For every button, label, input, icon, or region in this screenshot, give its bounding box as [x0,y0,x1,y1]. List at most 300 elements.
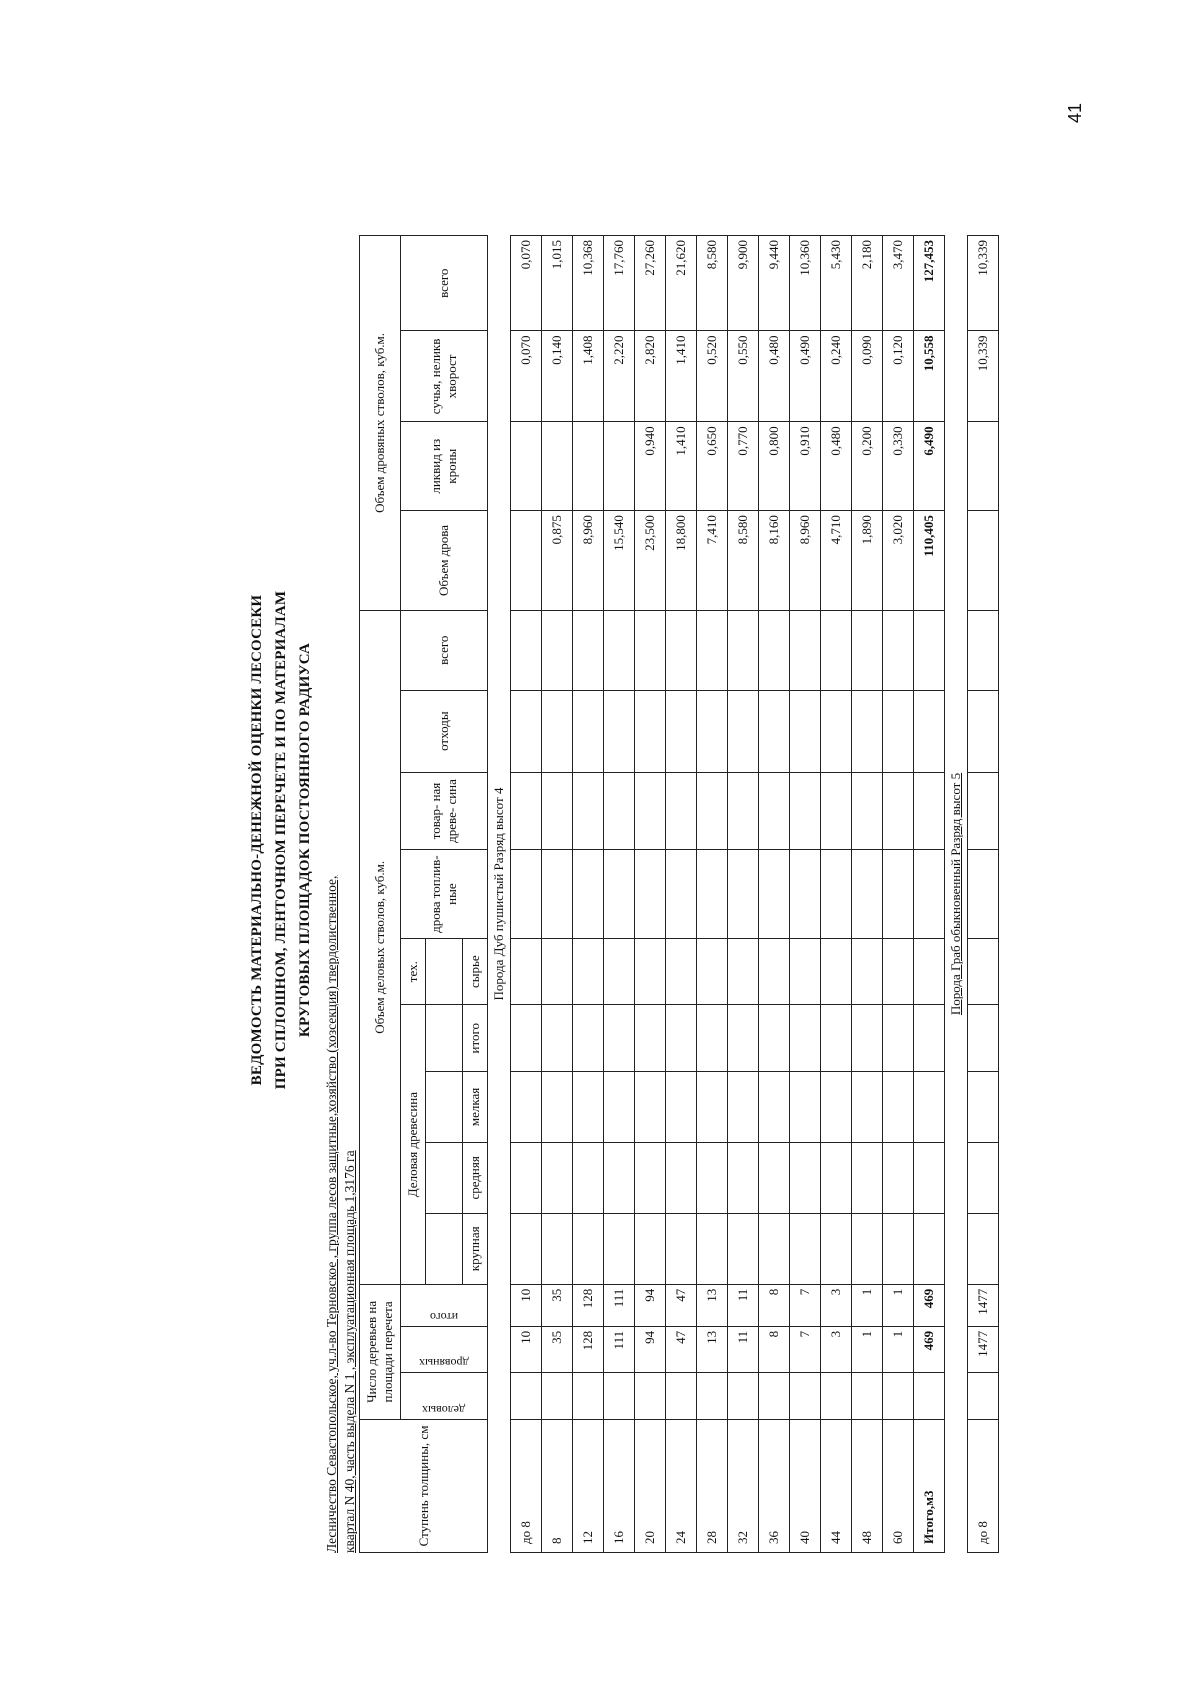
delovyh-cell [883,1373,914,1420]
vsego-2-cell: 2,180 [852,236,883,332]
suchya-cell: 0,090 [852,331,883,422]
itogo-count-cell: 94 [635,1284,666,1326]
meta-line-2: квартал N 40, часть выдела N 1 , эксплуатационная площадь 1,3176 га [342,1150,357,1553]
document-title [245,95,317,1585]
tovarnaya-cell [790,772,821,850]
vsego-2-cell: 3,470 [883,236,914,332]
vsego-cell [573,610,604,690]
itogo-count-cell: 7 [790,1284,821,1326]
title-line-3: КРУГОВЫХ ПЛОЩАДОК ПОСТОЯННОГО РАДИУСА [297,642,313,1038]
step-cell: 40 [790,1419,821,1552]
melkaya-cell [914,1071,945,1142]
drova-topl-cell [542,850,573,939]
melkaya-cell [790,1071,821,1142]
delovyh-cell [914,1373,945,1420]
drova-topl-cell [511,850,542,939]
table-row [604,236,635,1553]
step-cell: 48 [852,1419,883,1552]
vsego-2-cell: 8,580 [697,236,728,332]
itogo-count-cell: 13 [697,1284,728,1326]
vsego-2-cell: 10,368 [573,236,604,332]
othody-cell [821,690,852,772]
srednyaya-cell [728,1142,759,1213]
melkaya-cell [635,1071,666,1142]
othody-cell [542,690,573,772]
page-number: 41 [1065,102,1085,124]
suchya-cell: 2,820 [635,331,666,422]
drova-topl-cell [573,850,604,939]
table-row [573,236,604,1553]
othody-cell [604,690,635,772]
krupnaya-cell [573,1213,604,1284]
likvid-cell: 0,800 [759,422,790,511]
tovarnaya-cell [852,772,883,850]
step-cell: 44 [821,1419,852,1552]
krupnaya-cell [883,1213,914,1284]
delovyh-cell [968,1373,999,1420]
vsego-2-cell: 27,260 [635,236,666,332]
tovarnaya-cell [511,772,542,850]
table-row [821,236,852,1553]
drovyanyh-cell: 111 [604,1326,635,1373]
document-meta [323,95,359,1585]
step-cell: 20 [635,1419,666,1552]
drova-topl-cell [759,850,790,939]
table-row [666,236,697,1553]
syrye-cell [573,938,604,1005]
vsego-2-cell: 1,015 [542,236,573,332]
itogo-cell [821,1005,852,1072]
section-hornbeam [945,236,968,1553]
likvid-cell: 0,200 [852,422,883,511]
likvid-cell: 0,330 [883,422,914,511]
suchya-cell: 0,070 [511,331,542,422]
suchya-cell: 0,240 [821,331,852,422]
vsego-cell [821,610,852,690]
srednyaya-cell [511,1142,542,1213]
delovyh-cell [759,1373,790,1420]
itogo-count-cell: 128 [573,1284,604,1326]
tovarnaya-cell [968,772,999,850]
srednyaya-cell [914,1142,945,1213]
srednyaya-cell [790,1142,821,1213]
drovyanyh-cell: 7 [790,1326,821,1373]
delovyh-cell [697,1373,728,1420]
srednyaya-cell [542,1142,573,1213]
melkaya-cell [542,1071,573,1142]
itogo-cell [573,1005,604,1072]
srednyaya-cell [697,1142,728,1213]
vsego-2-cell: 21,620 [666,236,697,332]
krupnaya-cell [821,1213,852,1284]
krupnaya-cell [852,1213,883,1284]
krupnaya-cell [968,1213,999,1284]
vsego-cell [542,610,573,690]
krupnaya-cell [790,1213,821,1284]
drovyanyh-cell: 47 [666,1326,697,1373]
vsego-cell [635,610,666,690]
obyem-drova-cell: 23,500 [635,511,666,611]
krupnaya-cell [542,1213,573,1284]
suchya-cell: 0,550 [728,331,759,422]
srednyaya-cell [635,1142,666,1213]
othody-cell [852,690,883,772]
table-row [542,236,573,1553]
drovyanyh-cell: 1477 [968,1326,999,1373]
header-drovyanyh: дровяных [419,1356,469,1371]
vsego-cell [728,610,759,690]
tovarnaya-cell [666,772,697,850]
drova-topl-cell [883,850,914,939]
othody-cell [790,690,821,772]
vsego-2-cell: 5,430 [821,236,852,332]
step-cell: 36 [759,1419,790,1552]
othody-cell [635,690,666,772]
step-cell: 16 [604,1419,635,1552]
othody-cell [883,690,914,772]
meta-line-1: Лесничество Севастопольское, уч.л-во Терновское , группа лесов защитные,хозяйство (хозсекция) твердолиственное, [324,875,339,1553]
step-cell: до 8 [511,1419,542,1552]
syrye-cell [542,938,573,1005]
tovarnaya-cell [883,772,914,850]
drovyanyh-cell: 469 [914,1326,945,1373]
table-row [511,236,542,1553]
header-itogo-count: итого [429,1309,459,1324]
header-drova-topl: дрова топлив- ные [401,850,488,939]
assessment-table [359,235,999,1553]
drova-topl-cell [666,850,697,939]
drovyanyh-cell: 8 [759,1326,790,1373]
tovarnaya-cell [759,772,790,850]
krupnaya-cell [759,1213,790,1284]
drova-topl-cell [790,850,821,939]
suchya-cell: 1,410 [666,331,697,422]
srednyaya-cell [604,1142,635,1213]
tovarnaya-cell [542,772,573,850]
step-cell: 28 [697,1419,728,1552]
rotated-document [237,95,990,1585]
itogo-cell [666,1005,697,1072]
obyem-drova-cell: 7,410 [697,511,728,611]
delovyh-cell [790,1373,821,1420]
likvid-cell: 0,940 [635,422,666,511]
likvid-cell: 1,410 [666,422,697,511]
step-cell: 32 [728,1419,759,1552]
obyem-drova-cell: 0,875 [542,511,573,611]
syrye-cell [914,938,945,1005]
obyem-drova-cell: 15,540 [604,511,635,611]
header-melkaya: мелкая [463,1071,488,1142]
drovyanyh-cell: 35 [542,1326,573,1373]
vsego-2-cell: 10,339 [968,236,999,332]
itogo-cell [968,1005,999,1072]
suchya-cell: 10,339 [968,331,999,422]
suchya-cell: 0,490 [790,331,821,422]
header-vsego-2: всего [401,236,488,332]
itogo-cell [697,1005,728,1072]
vsego-cell [759,610,790,690]
tovarnaya-cell [635,772,666,850]
vsego-cell [697,610,728,690]
drova-topl-cell [914,850,945,939]
syrye-cell [790,938,821,1005]
itogo-count-cell: 8 [759,1284,790,1326]
itogo-count-cell: 3 [821,1284,852,1326]
header-othody: отходы [401,690,488,772]
othody-cell [759,690,790,772]
itogo-cell [728,1005,759,1072]
likvid-cell [542,422,573,511]
vsego-2-cell: 0,070 [511,236,542,332]
drovyanyh-cell: 11 [728,1326,759,1373]
header-tovarnaya: товар- ная древе- сина [401,772,488,850]
delovyh-cell [511,1373,542,1420]
likvid-cell [573,422,604,511]
table-row [883,236,914,1553]
itogo-count-cell: 10 [511,1284,542,1326]
srednyaya-cell [759,1142,790,1213]
melkaya-cell [728,1071,759,1142]
itogo-count-cell: 111 [604,1284,635,1326]
krupnaya-cell [914,1213,945,1284]
obyem-drova-cell: 8,580 [728,511,759,611]
syrye-cell [821,938,852,1005]
itogo-cell [790,1005,821,1072]
header-itogo: итого [463,1005,488,1072]
othody-cell [697,690,728,772]
suchya-cell: 1,408 [573,331,604,422]
obyem-drova-cell: 110,405 [914,511,945,611]
othody-cell [914,690,945,772]
step-cell: 60 [883,1419,914,1552]
srednyaya-cell [573,1142,604,1213]
vsego-cell [790,610,821,690]
syrye-cell [604,938,635,1005]
drova-topl-cell [852,850,883,939]
header-teh: тех. [401,938,426,1005]
tovarnaya-cell [573,772,604,850]
srednyaya-cell [821,1142,852,1213]
table-row [728,236,759,1553]
itogo-cell [883,1005,914,1072]
header-syrye: сырье [463,938,488,1005]
itogo-count-cell: 47 [666,1284,697,1326]
delovyh-cell [728,1373,759,1420]
vsego-2-cell: 9,900 [728,236,759,332]
melkaya-cell [852,1071,883,1142]
table-row [968,236,999,1553]
obyem-drova-cell: 1,890 [852,511,883,611]
header-suchya: сучья, неликв хворост [401,331,488,422]
header-count-group: Число деревьев на площади перечета [360,1284,401,1419]
obyem-drova-cell: 3,020 [883,511,914,611]
table-row [852,236,883,1553]
likvid-cell: 0,770 [728,422,759,511]
melkaya-cell [697,1071,728,1142]
othody-cell [728,690,759,772]
header-delovye-group: Объем деловых стволов, куб.м. [360,610,401,1284]
drovyanyh-cell: 1 [852,1326,883,1373]
tovarnaya-cell [821,772,852,850]
syrye-cell [666,938,697,1005]
vsego-cell [604,610,635,690]
drova-topl-cell [697,850,728,939]
table-row [759,236,790,1553]
obyem-drova-cell: 8,160 [759,511,790,611]
header-vsego: всего [401,610,488,690]
krupnaya-cell [511,1213,542,1284]
drova-topl-cell [728,850,759,939]
drova-topl-cell [821,850,852,939]
vsego-cell [883,610,914,690]
header-srednyaya: средняя [463,1142,488,1213]
syrye-cell [697,938,728,1005]
krupnaya-cell [728,1213,759,1284]
step-cell: 24 [666,1419,697,1552]
vsego-2-cell: 127,453 [914,236,945,332]
vsego-cell [511,610,542,690]
drova-topl-cell [635,850,666,939]
srednyaya-cell [666,1142,697,1213]
step-cell: до 8 [968,1419,999,1552]
krupnaya-cell [666,1213,697,1284]
delovyh-cell [604,1373,635,1420]
likvid-cell: 0,650 [697,422,728,511]
delovyh-cell [635,1373,666,1420]
suchya-cell: 0,140 [542,331,573,422]
krupnaya-cell [635,1213,666,1284]
title-line-2: ПРИ СПЛОШНОМ, ЛЕНТОЧНОМ ПЕРЕЧЕТЕ И ПО МАТЕРИАЛАМ [273,590,289,1090]
header-likvid: ликвид из кроны [401,422,488,511]
melkaya-cell [968,1071,999,1142]
itogo-cell [511,1005,542,1072]
itogo-cell [852,1005,883,1072]
melkaya-cell [883,1071,914,1142]
header-krupnaya: крупная [463,1213,488,1284]
drova-topl-cell [968,850,999,939]
delovyh-cell [666,1373,697,1420]
vsego-cell [968,610,999,690]
itogo-count-cell: 1 [852,1284,883,1326]
melkaya-cell [511,1071,542,1142]
likvid-cell [604,422,635,511]
step-cell: Итого,м3 [914,1419,945,1552]
delovyh-cell [542,1373,573,1420]
table-row [635,236,666,1553]
krupnaya-cell [697,1213,728,1284]
drovyanyh-cell: 3 [821,1326,852,1373]
vsego-2-cell: 17,760 [604,236,635,332]
itogo-cell [914,1005,945,1072]
obyem-drova-cell: 4,710 [821,511,852,611]
header-obyem-drova: Объем дрова [401,511,488,611]
drovyanyh-cell: 10 [511,1326,542,1373]
suchya-cell: 0,120 [883,331,914,422]
title-line-1: ВЕДОМОСТЬ МАТЕРИАЛЬНО-ДЕНЕЖНОЙ ОЦЕНКИ ЛЕСОСЕКИ [249,594,265,1086]
itogo-cell [604,1005,635,1072]
delovyh-cell [573,1373,604,1420]
melkaya-cell [573,1071,604,1142]
syrye-cell [635,938,666,1005]
othody-cell [511,690,542,772]
suchya-cell: 0,520 [697,331,728,422]
syrye-cell [511,938,542,1005]
tovarnaya-cell [914,772,945,850]
drovyanyh-cell: 1 [883,1326,914,1373]
section-oak: Порода Дуб пушистый Разряд высот 4 [488,236,511,1553]
itogo-cell [635,1005,666,1072]
likvid-cell: 0,910 [790,422,821,511]
likvid-cell [968,422,999,511]
suchya-cell: 2,220 [604,331,635,422]
itogo-count-cell: 1477 [968,1284,999,1326]
itogo-count-cell: 1 [883,1284,914,1326]
itogo-count-cell: 35 [542,1284,573,1326]
likvid-cell [511,422,542,511]
srednyaya-cell [852,1142,883,1213]
syrye-cell [728,938,759,1005]
drova-topl-cell [604,850,635,939]
tovarnaya-cell [604,772,635,850]
obyem-drova-cell: 8,960 [790,511,821,611]
itogo-count-cell: 469 [914,1284,945,1326]
vsego-cell [914,610,945,690]
table-row [697,236,728,1553]
delovyh-cell [852,1373,883,1420]
obyem-drova-cell [968,511,999,611]
melkaya-cell [604,1071,635,1142]
obyem-drova-cell: 8,960 [573,511,604,611]
itogo-cell [759,1005,790,1072]
likvid-cell: 6,490 [914,422,945,511]
syrye-cell [883,938,914,1005]
syrye-cell [852,938,883,1005]
itogo-cell [542,1005,573,1072]
srednyaya-cell [968,1142,999,1213]
section-hornbeam-label: Порода Граб обыкновенный Разряд высот 5 [948,772,963,1016]
melkaya-cell [666,1071,697,1142]
vsego-cell [852,610,883,690]
step-cell: 8 [542,1419,573,1552]
header-delovaya-drevesina: Деловая древесина [401,1005,426,1284]
obyem-drova-cell: 18,800 [666,511,697,611]
syrye-cell [759,938,790,1005]
othody-cell [666,690,697,772]
othody-cell [968,690,999,772]
delovyh-cell [821,1373,852,1420]
vsego-cell [666,610,697,690]
vsego-2-cell: 10,360 [790,236,821,332]
header-drovyanye-group: Объем дровяных стволов, куб.м. [360,236,401,611]
total-row [914,236,945,1553]
krupnaya-cell [604,1213,635,1284]
tovarnaya-cell [728,772,759,850]
step-cell: 12 [573,1419,604,1552]
suchya-cell: 0,480 [759,331,790,422]
syrye-cell [968,938,999,1005]
srednyaya-cell [883,1142,914,1213]
drovyanyh-cell: 128 [573,1326,604,1373]
vsego-2-cell: 9,440 [759,236,790,332]
drovyanyh-cell: 13 [697,1326,728,1373]
header-delovyh: деловых [422,1402,466,1417]
likvid-cell: 0,480 [821,422,852,511]
obyem-drova-cell [511,511,542,611]
itogo-count-cell: 11 [728,1284,759,1326]
suchya-cell: 10,558 [914,331,945,422]
table-row [790,236,821,1553]
melkaya-cell [821,1071,852,1142]
